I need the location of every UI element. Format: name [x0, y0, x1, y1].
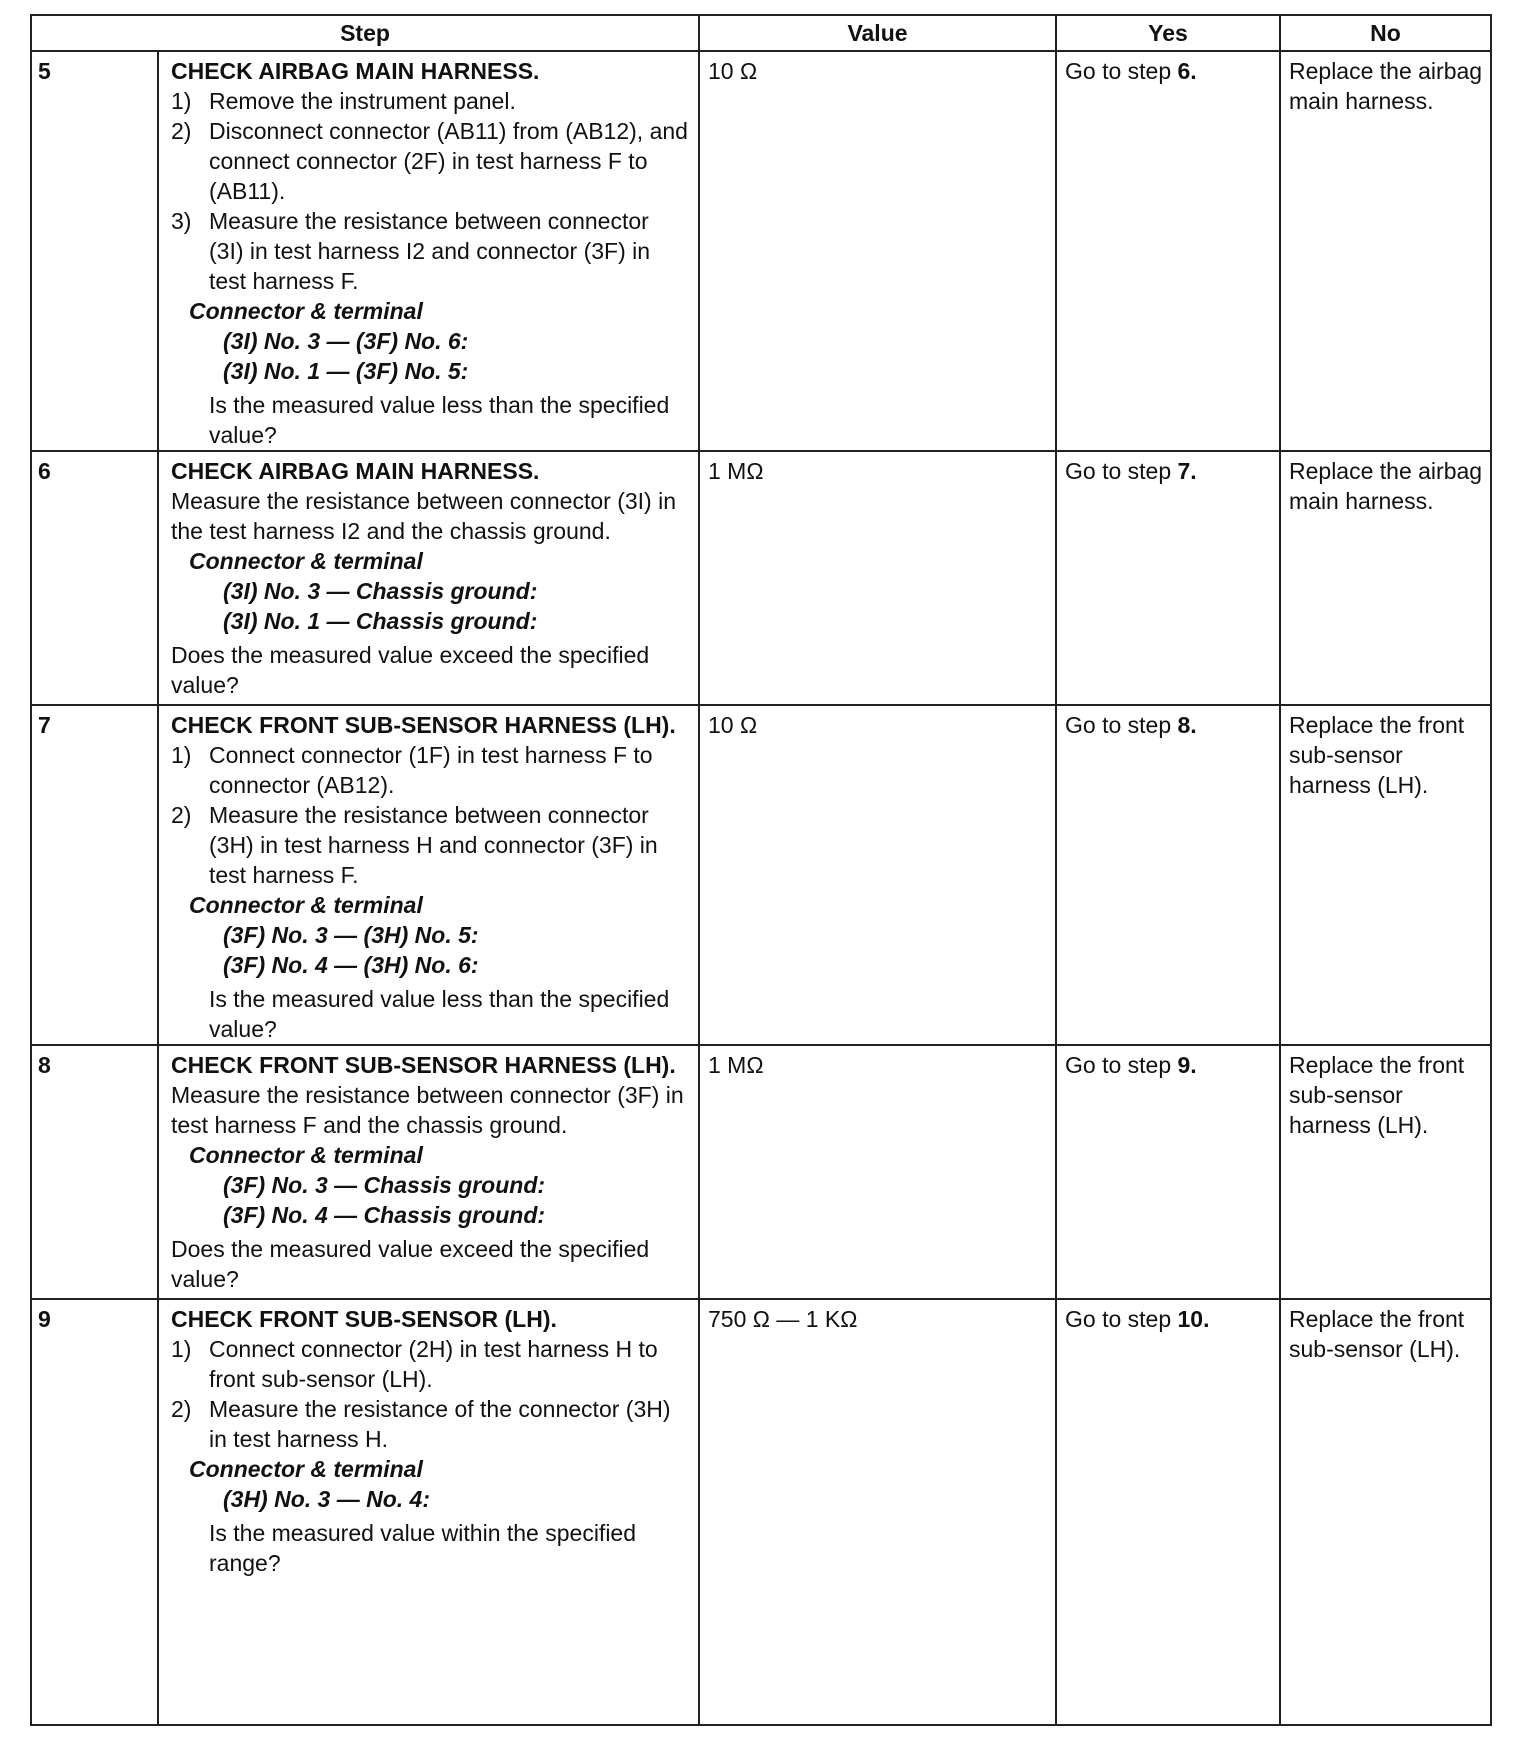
table-row: [31, 1045, 1491, 1299]
item-text: Disconnect connector (AB11) from (AB12), and connect connector (2F) in test harness F to (AB11).: [209, 118, 688, 204]
step-question: Is the measured value within the specified range?: [209, 1520, 637, 1576]
list-item: [171, 1334, 688, 1394]
step-title: CHECK FRONT SUB-SENSOR HARNESS (LH).: [171, 1052, 676, 1078]
step-number: 9: [31, 1299, 158, 1725]
connector-heading: Connector & terminal: [189, 892, 423, 918]
list-item: [171, 800, 688, 890]
connector-terminal: (3I) No. 1 — Chassis ground:: [223, 608, 538, 634]
connector-terminal: (3I) No. 3 — Chassis ground:: [223, 578, 538, 604]
list-item: [171, 1394, 688, 1454]
step-number: 6: [31, 451, 158, 705]
no-action: Replace the front sub-sensor (LH).: [1280, 1299, 1491, 1725]
step-question: Is the measured value less than the specified value?: [209, 986, 670, 1042]
yes-action: [1056, 51, 1280, 451]
yes-step-number: 8.: [1177, 712, 1197, 738]
connector-terminal: (3I) No. 1 — (3F) No. 5:: [223, 358, 469, 384]
yes-text: Go to step: [1065, 1306, 1178, 1332]
step-number: 8: [31, 1045, 158, 1299]
no-action: Replace the front sub-sensor harness (LH).: [1280, 705, 1491, 1045]
spec-value: 10 Ω: [699, 51, 1056, 451]
list-item: [171, 116, 688, 206]
connector-heading: Connector & terminal: [189, 298, 423, 324]
no-action: Replace the airbag main harness.: [1280, 51, 1491, 451]
table-row: [31, 1299, 1491, 1725]
yes-text: Go to step: [1065, 1052, 1178, 1078]
yes-text: Go to step: [1065, 712, 1178, 738]
item-number: 1): [171, 88, 192, 114]
yes-action: [1056, 1299, 1280, 1725]
no-action: Replace the airbag main harness.: [1280, 451, 1491, 705]
table-row: [31, 451, 1491, 705]
table-row: [31, 51, 1491, 451]
connector-heading: Connector & terminal: [189, 1142, 423, 1168]
item-text: Remove the instrument panel.: [209, 88, 516, 114]
step-number: 7: [31, 705, 158, 1045]
connector-terminal: (3H) No. 3 — No. 4:: [223, 1486, 431, 1512]
item-text: Connect connector (2H) in test harness H to front sub-sensor (LH).: [209, 1336, 658, 1392]
yes-action: [1056, 705, 1280, 1045]
step-number: 5: [31, 51, 158, 451]
step-description: [158, 451, 699, 705]
diagnostic-table: [30, 14, 1492, 1726]
item-number: 2): [171, 802, 192, 828]
table-row: [31, 705, 1491, 1045]
connector-terminal: (3F) No. 4 — (3H) No. 6:: [223, 952, 479, 978]
yes-action: [1056, 1045, 1280, 1299]
connector-heading: Connector & terminal: [189, 1456, 423, 1482]
step-intro: Measure the resistance between connector (3F) in test harness F and the chassis ground.: [171, 1082, 684, 1138]
list-item: [171, 206, 688, 296]
step-title: CHECK FRONT SUB-SENSOR (LH).: [171, 1306, 557, 1332]
connector-heading: Connector & terminal: [189, 548, 423, 574]
step-description: [158, 1045, 699, 1299]
header-yes: Yes: [1056, 15, 1280, 51]
item-number: 1): [171, 1336, 192, 1362]
instruction-list: [171, 740, 688, 890]
item-text: Measure the resistance between connector (3H) in test harness H and connector (3F) in test harness F.: [209, 802, 658, 888]
step-intro: Measure the resistance between connector (3I) in the test harness I2 and the chassis ground.: [171, 488, 676, 544]
header-row: [31, 15, 1491, 51]
step-question: Does the measured value exceed the specified value?: [171, 642, 650, 698]
spec-value: 10 Ω: [699, 705, 1056, 1045]
connector-terminal: (3F) No. 4 — Chassis ground:: [223, 1202, 546, 1228]
instruction-list: [171, 1334, 688, 1454]
step-title: CHECK AIRBAG MAIN HARNESS.: [171, 458, 540, 484]
step-question: Is the measured value less than the specified value?: [209, 392, 670, 448]
step-description: [158, 705, 699, 1045]
instruction-list: [171, 86, 688, 296]
list-item: [171, 740, 688, 800]
item-number: 1): [171, 742, 192, 768]
yes-text: Go to step: [1065, 458, 1178, 484]
no-action: Replace the front sub-sensor harness (LH).: [1280, 1045, 1491, 1299]
item-number: 2): [171, 118, 192, 144]
connector-terminal: (3F) No. 3 — (3H) No. 5:: [223, 922, 479, 948]
step-question: Does the measured value exceed the specified value?: [171, 1236, 650, 1292]
spec-value: 1 MΩ: [699, 1045, 1056, 1299]
connector-terminal: (3F) No. 3 — Chassis ground:: [223, 1172, 546, 1198]
item-number: 3): [171, 208, 192, 234]
connector-terminal: (3I) No. 3 — (3F) No. 6:: [223, 328, 469, 354]
step-description: [158, 51, 699, 451]
spec-value: 1 MΩ: [699, 451, 1056, 705]
yes-action: [1056, 451, 1280, 705]
item-text: Measure the resistance of the connector (3H) in test harness H.: [209, 1396, 671, 1452]
header-step: Step: [31, 15, 699, 51]
step-description: [158, 1299, 699, 1725]
step-title: CHECK AIRBAG MAIN HARNESS.: [171, 58, 540, 84]
item-number: 2): [171, 1396, 192, 1422]
item-text: Connect connector (1F) in test harness F to connector (AB12).: [209, 742, 653, 798]
step-title: CHECK FRONT SUB-SENSOR HARNESS (LH).: [171, 712, 676, 738]
item-text: Measure the resistance between connector (3I) in test harness I2 and connector (3F) in test harness F.: [209, 208, 651, 294]
table-body: [31, 51, 1491, 1725]
yes-text: Go to step: [1065, 58, 1178, 84]
yes-step-number: 7.: [1177, 458, 1197, 484]
header-no: No: [1280, 15, 1491, 51]
header-value: Value: [699, 15, 1056, 51]
list-item: [171, 86, 688, 116]
yes-step-number: 9.: [1177, 1052, 1197, 1078]
yes-step-number: 6.: [1177, 58, 1197, 84]
yes-step-number: 10.: [1177, 1306, 1210, 1332]
spec-value: 750 Ω — 1 KΩ: [699, 1299, 1056, 1725]
